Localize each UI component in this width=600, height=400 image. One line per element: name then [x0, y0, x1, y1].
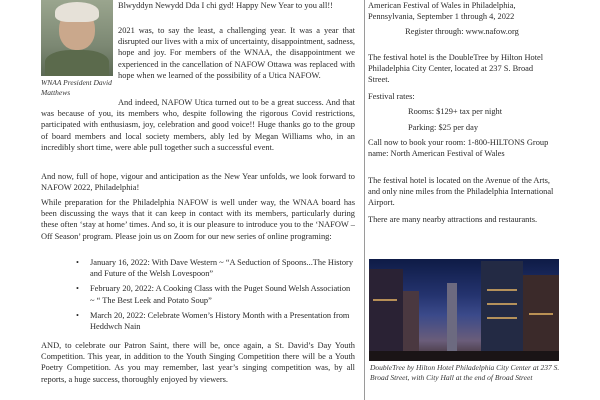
hotel-street-photo — [369, 259, 559, 361]
photo-window-row — [487, 317, 517, 319]
photo-building-right — [523, 275, 559, 361]
hotel-info: The festival hotel is the DoubleTree by Hilton Hotel Philadelphia City Center, located at 237 S. Broad Street. — [368, 53, 544, 85]
photo-window-row — [487, 303, 517, 305]
hotel-photo-caption: DoubleTree by Hilton Hotel Philadelphia City Center at 237 S. Broad Street, with City Hall at the end of Broad Street — [370, 363, 560, 382]
photo-city-hall-tower — [447, 283, 457, 361]
paragraph-2021: 2021 was, to say the least, a challenging year. It was a year that disrupted our lives with a mix of uncertainty, disappointment, sadness, hope and joy. For members of the WNAA, the disappointment we experienced in the cancellation of NAFOW Ottawa was replaced with hope when we learned of the possibility of a Utica NAFOW. — [118, 26, 355, 80]
zoom-program-list — [60, 257, 355, 336]
room-rate: Rooms: $129+ tax per night — [408, 107, 503, 116]
paragraph-philadelphia: And now, full of hope, vigour and anticipation as the New Year unfolds, we look forward to NAFOW 2022, Philadelphia! — [41, 172, 355, 193]
photo-hotel-tower — [481, 261, 523, 361]
photo-window-row — [529, 313, 553, 315]
booking-info: Call now to book your room: 1-800-HILTONS Group name: North American Festival of Wales — [368, 138, 549, 159]
greeting: Blwyddyn Newydd Dda I chi gyd! Happy New Year to you all!! — [118, 1, 333, 10]
parking-rate: Parking: $25 per day — [408, 123, 479, 132]
festival-intro: American Festival of Wales in Philadelphia, Pennsylvania, September 1 through 4, 2022 — [368, 1, 516, 22]
photo-building-left — [369, 269, 403, 361]
photo-hair — [55, 2, 99, 22]
list-item: • March 20, 2022: Celebrate Women’s History Month with a Presentation from Heddwch Nain — [60, 310, 355, 332]
festival-rates-label: Festival rates: — [368, 92, 415, 101]
paragraph-st-davids: AND, to celebrate our Patron Saint, there will be, once again, a St. David’s Day Youth Competition. This year, in addition to the Youth Singing Competition there will be a Youth Poetry Competition. As you may remember, last year’s singing competition was, by all reports, a huge success, thoroughly enjoyed by viewers. — [41, 341, 355, 384]
nearby-attractions: There are many nearby attractions and restaurants. — [368, 215, 538, 224]
president-photo-caption: WNAA President David Matthews — [41, 78, 112, 97]
list-item: • January 16, 2022: With Dave Western ~ “A Seduction of Spoons...The History and Future of the Welsh Lovespoon” — [60, 257, 355, 279]
paragraph-utica: And indeed, NAFOW Utica turned out to be a great success. And that was because of you, its members who, despite following the rigorous Covid restrictions, participated with enthusiasm, joy, celebration and good voice!! Huge thanks go to the group of board members and local society members, ably led by Megan Williams who, in an incredibly short time, were able pull together such a successful event. — [41, 98, 355, 152]
photo-shirt — [45, 50, 109, 76]
register-link[interactable]: Register through: www.nafow.org — [405, 27, 519, 36]
hotel-location: The festival hotel is located on the Avenue of the Arts, and only nine miles from the Philadelphia International Airport. — [368, 176, 554, 208]
photo-window-row — [373, 299, 397, 301]
photo-street — [369, 351, 559, 361]
president-photo — [41, 0, 113, 76]
paragraph-off-season: While preparation for the Philadelphia NAFOW is well under way, the WNAA board has been discussing the ways that it can keep in contact with its members, particularly during these often ‘stay at home’ times. And so, it is our pleasure to introduce you to the ‘NAFOW – Off Season’ program. Please join us on Zoom for our new series of online programing: — [41, 198, 355, 241]
photo-window-row — [487, 289, 517, 291]
list-item: • February 20, 2022: A Cooking Class with the Puget Sound Welsh Association ~ “ The Best Leek and Potato Soup” — [60, 283, 355, 305]
